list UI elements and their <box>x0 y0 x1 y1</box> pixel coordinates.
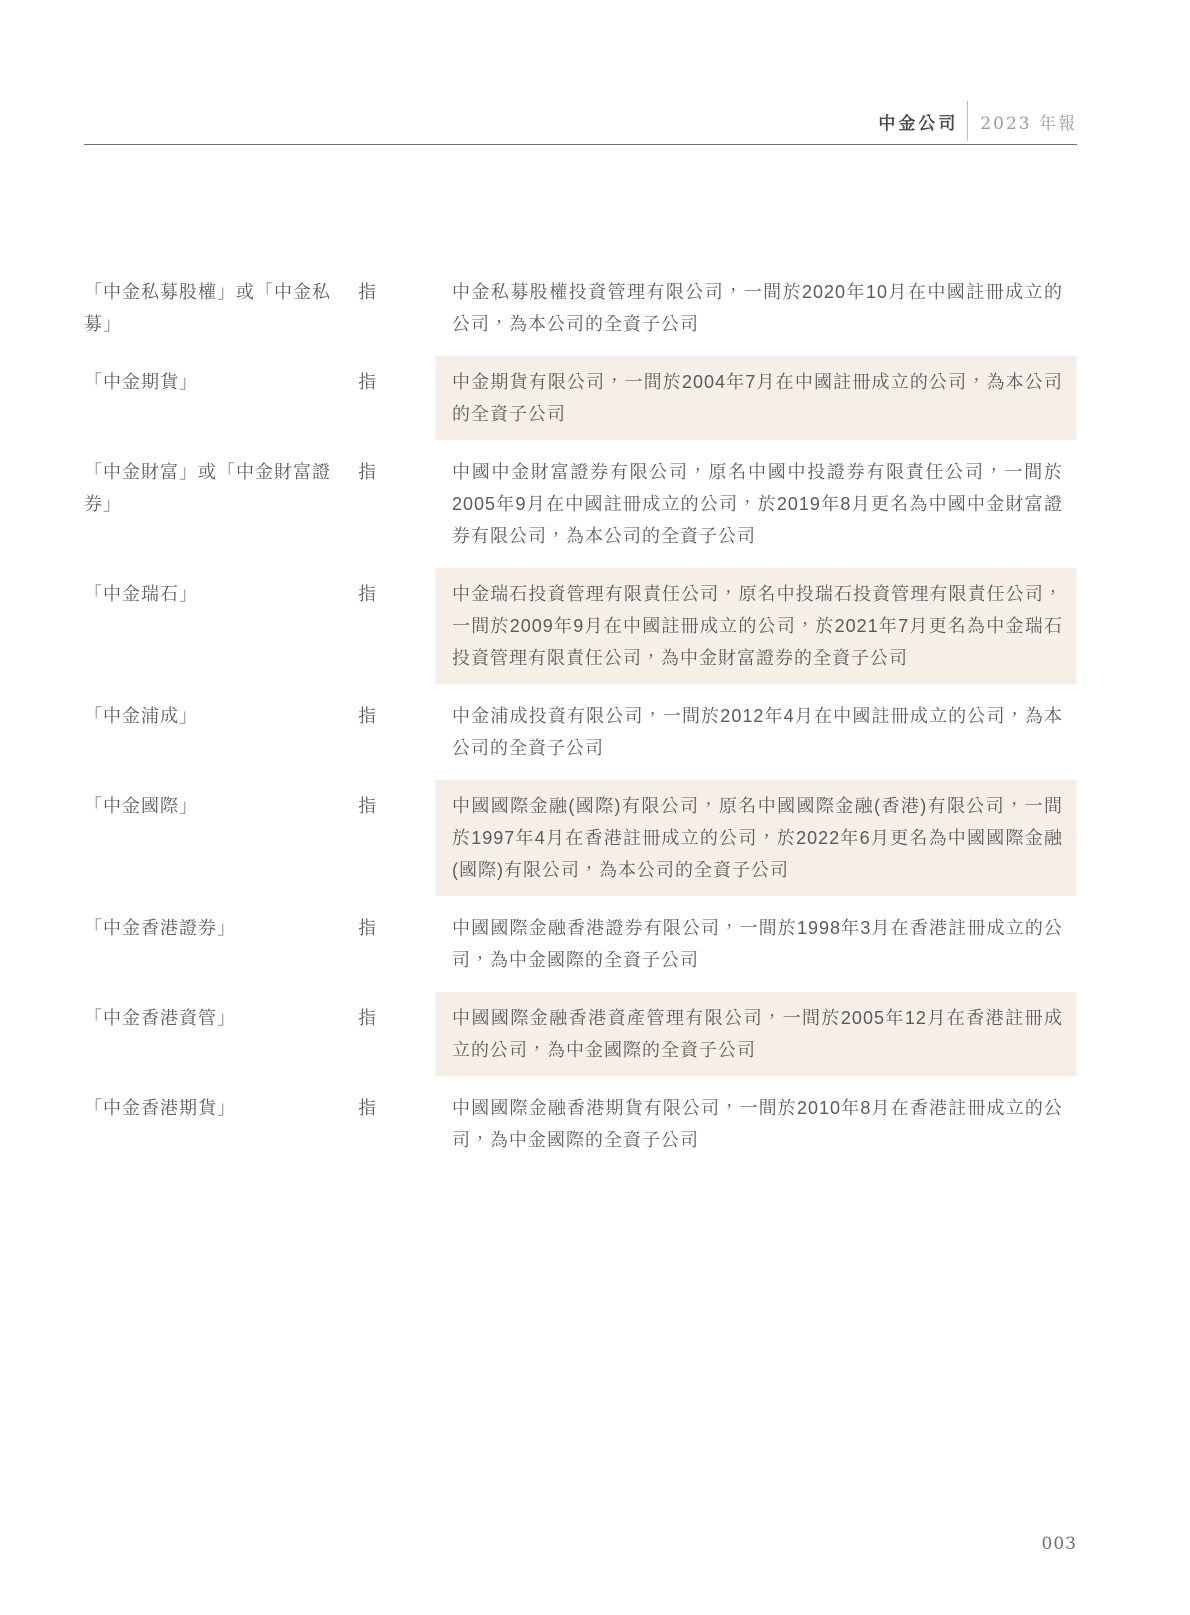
definitions-list <box>84 266 1077 1172</box>
definition-term: 「中金國際」 <box>84 796 198 816</box>
definition-row <box>84 1082 1077 1166</box>
definition-connector: 指 <box>358 372 376 392</box>
definition-text: 中國國際金融香港期貨有限公司，一間於2010年8月在香港註冊成立的公司，為中金國際的全資子公司 <box>452 1098 1063 1150</box>
definition-connector: 指 <box>358 918 376 938</box>
definition-text: 中金私募股權投資管理有限公司，一間於2020年10月在中國註冊成立的公司，為本公司的全資子公司 <box>452 282 1063 334</box>
header-rule <box>84 144 1077 145</box>
definition-text: 中金瑞石投資管理有限責任公司，原名中投瑞石投資管理有限責任公司，一間於2009年9月在中國註冊成立的公司，於2021年7月更名為中金瑞石投資管理有限責任公司，為中金財富證券的全資子公司 <box>435 568 1077 684</box>
page-number: 003 <box>1041 1534 1077 1554</box>
definition-text: 中國國際金融(國際)有限公司，原名中國國際金融(香港)有限公司，一間於1997年4月在香港註冊成立的公司，於2022年6月更名為中國國際金融(國際)有限公司，為本公司的全資子公司 <box>435 780 1077 896</box>
definition-row <box>84 568 1077 684</box>
definition-connector: 指 <box>358 462 376 482</box>
company-name: 中金公司 <box>878 113 959 134</box>
definition-term: 「中金期貨」 <box>84 372 198 392</box>
definition-term: 「中金瑞石」 <box>84 584 198 604</box>
definition-term: 「中金香港證券」 <box>84 918 236 938</box>
definition-connector: 指 <box>358 282 376 302</box>
definition-row <box>84 356 1077 440</box>
definition-text: 中國中金財富證券有限公司，原名中國中投證券有限責任公司，一間於2005年9月在中國註冊成立的公司，於2019年8月更名為中國中金財富證券有限公司，為本公司的全資子公司 <box>452 462 1063 546</box>
definition-row <box>84 902 1077 986</box>
definition-row <box>84 992 1077 1076</box>
definition-text: 中金浦成投資有限公司，一間於2012年4月在中國註冊成立的公司，為本公司的全資子公司 <box>452 706 1063 758</box>
definition-text: 中國國際金融香港證券有限公司，一間於1998年3月在香港註冊成立的公司，為中金國際的全資子公司 <box>452 918 1063 970</box>
definition-connector: 指 <box>358 584 376 604</box>
page-header <box>878 101 1077 141</box>
definition-row <box>84 780 1077 896</box>
definition-connector: 指 <box>358 1098 376 1118</box>
report-edition: 2023 年報 <box>980 113 1077 134</box>
definition-connector: 指 <box>358 706 376 726</box>
definition-connector: 指 <box>358 796 376 816</box>
definition-text: 中國國際金融香港資產管理有限公司，一間於2005年12月在香港註冊成立的公司，為中金國際的全資子公司 <box>435 992 1077 1076</box>
definition-row <box>84 690 1077 774</box>
definition-term: 「中金私募股權」或「中金私募」 <box>84 282 331 334</box>
definition-row <box>84 266 1077 350</box>
definition-row <box>84 446 1077 562</box>
definition-connector: 指 <box>358 1008 376 1028</box>
definition-term: 「中金財富」或「中金財富證券」 <box>84 462 331 514</box>
definition-term: 「中金香港期貨」 <box>84 1098 236 1118</box>
definition-term: 「中金浦成」 <box>84 706 198 726</box>
header-divider <box>967 101 968 141</box>
definition-term: 「中金香港資管」 <box>84 1008 236 1028</box>
definition-text: 中金期貨有限公司，一間於2004年7月在中國註冊成立的公司，為本公司的全資子公司 <box>435 356 1077 440</box>
